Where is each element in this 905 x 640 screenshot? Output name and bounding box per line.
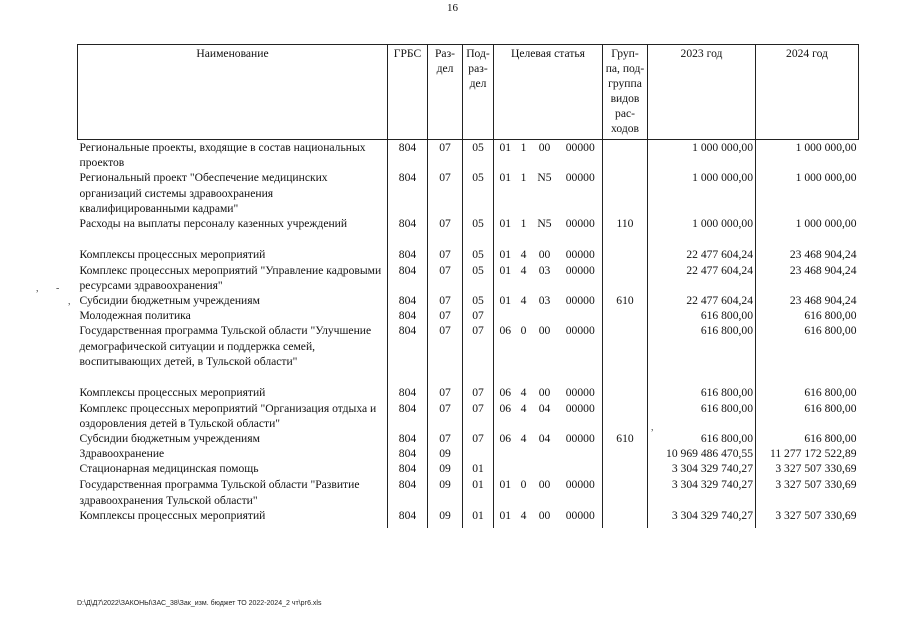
cell-podrazdel: 07 <box>463 385 494 400</box>
cell-target-event: 03 <box>538 263 551 277</box>
table-row <box>78 308 859 323</box>
cell-podrazdel: 07 <box>463 401 494 431</box>
cell-amount-2023: 10 969 486 470,55 <box>648 446 756 461</box>
cell-amount-2023: 1 000 000,00 <box>648 216 756 247</box>
cell-target-program <box>494 446 517 461</box>
cell-target-direction: 00000 <box>565 263 595 277</box>
cell-amount-2024: 616 800,00 <box>756 385 859 400</box>
cell-amount-2023: 616 800,00 <box>648 323 756 385</box>
cell-target-event <box>531 308 559 323</box>
cell-razdel: 09 <box>428 508 463 527</box>
cell-target-direction: 00000 <box>565 294 595 308</box>
cell-amount-2023: 616 800,00 <box>648 308 756 323</box>
cell-target-event: 00 <box>538 141 551 154</box>
cell-grbs: 804 <box>388 508 428 527</box>
cell-amount-2024: 3 327 507 330,69 <box>756 508 859 527</box>
cell-name: Комплексы процессных мероприятий <box>79 248 266 262</box>
cell-name: Молодежная политика <box>79 309 191 323</box>
cell-amount-2024: 1 000 000,00 <box>756 170 859 216</box>
cell-podrazdel <box>463 446 494 461</box>
cell-grbs: 804 <box>388 446 428 461</box>
cell-target-type: 4 <box>520 294 527 308</box>
cell-target-program: 06 <box>494 323 517 385</box>
cell-expense-group <box>603 140 648 171</box>
cell-razdel: 07 <box>428 216 463 247</box>
cell-grbs: 804 <box>388 477 428 508</box>
cell-target-type: 4 <box>520 386 527 400</box>
cell-target-direction: 00000 <box>565 509 595 523</box>
header-year-2024: 2024 год <box>756 45 859 140</box>
cell-podrazdel: 07 <box>463 308 494 323</box>
cell-target-event <box>531 461 559 477</box>
header-grbs: ГРБС <box>388 45 428 140</box>
cell-target-direction: 00000 <box>565 324 595 338</box>
cell-expense-group <box>603 401 648 431</box>
cell-target-direction: 00000 <box>565 478 595 492</box>
cell-amount-2024: 3 327 507 330,69 <box>756 477 859 508</box>
table-row <box>78 323 859 385</box>
budget-table <box>77 44 859 528</box>
table-row <box>78 140 859 171</box>
table-row <box>78 477 859 508</box>
cell-amount-2024: 23 468 904,24 <box>756 247 859 262</box>
cell-amount-2024: 3 327 507 330,69 <box>756 461 859 477</box>
cell-target-program: 06 <box>494 401 517 431</box>
cell-target-event <box>531 446 559 461</box>
cell-grbs: 804 <box>388 323 428 385</box>
cell-target-direction: 00000 <box>565 432 595 446</box>
cell-amount-2024: 616 800,00 <box>756 308 859 323</box>
cell-podrazdel: 05 <box>463 216 494 247</box>
cell-amount-2024: 616 800,00 <box>756 431 859 446</box>
cell-expense-group <box>603 477 648 508</box>
cell-name: Расходы на выплаты персоналу казенных учреждений <box>79 217 348 231</box>
cell-target-type <box>517 446 531 461</box>
scan-mark: - <box>56 283 60 294</box>
cell-target-type: 1 <box>520 217 527 231</box>
cell-podrazdel: 07 <box>463 323 494 385</box>
cell-razdel: 07 <box>428 401 463 431</box>
cell-name: Субсидии бюджетным учреждениям <box>79 294 260 308</box>
cell-target-event: 00 <box>538 324 551 338</box>
table-row <box>78 263 859 293</box>
cell-target-program <box>494 308 517 323</box>
cell-target-type: 1 <box>520 141 527 154</box>
cell-amount-2023: 3 304 329 740,27 <box>648 461 756 477</box>
cell-target-type: 0 <box>520 324 527 338</box>
cell-grbs: 804 <box>388 247 428 262</box>
table-row <box>78 431 859 446</box>
cell-expense-group: 110 <box>603 216 648 247</box>
table-row <box>78 446 859 461</box>
cell-target-type: 4 <box>520 509 527 523</box>
cell-grbs: 804 <box>388 293 428 308</box>
cell-expense-group <box>603 308 648 323</box>
cell-expense-group <box>603 323 648 385</box>
cell-target-direction: 00000 <box>565 141 595 154</box>
cell-razdel: 07 <box>428 431 463 446</box>
cell-target-type <box>517 461 531 477</box>
cell-razdel: 07 <box>428 323 463 385</box>
cell-target-event: 00 <box>538 478 551 492</box>
cell-razdel: 07 <box>428 385 463 400</box>
cell-razdel: 09 <box>428 461 463 477</box>
cell-target-program: 01 <box>494 247 517 262</box>
cell-amount-2023: 3 304 329 740,27 <box>648 477 756 508</box>
header-podrazdel: Под- раз- дел <box>463 45 494 140</box>
cell-amount-2024: 616 800,00 <box>756 323 859 385</box>
cell-podrazdel: 01 <box>463 508 494 527</box>
cell-target-program: 01 <box>494 140 517 171</box>
cell-razdel: 07 <box>428 247 463 262</box>
table-row <box>78 247 859 262</box>
cell-expense-group <box>603 508 648 527</box>
cell-target-type: 4 <box>520 401 527 415</box>
cell-grbs: 804 <box>388 170 428 216</box>
cell-expense-group <box>603 263 648 293</box>
cell-name: Комплексы процессных мероприятий <box>79 509 266 523</box>
cell-expense-group <box>603 461 648 477</box>
cell-grbs: 804 <box>388 401 428 431</box>
cell-amount-2024: 1 000 000,00 <box>756 140 859 171</box>
cell-razdel: 07 <box>428 308 463 323</box>
cell-expense-group <box>603 247 648 262</box>
cell-target-direction <box>559 308 603 323</box>
cell-amount-2023: 22 477 604,24 <box>648 247 756 262</box>
cell-target-event: 04 <box>538 401 551 415</box>
cell-amount-2023: 616 800,00 <box>648 385 756 400</box>
cell-expense-group <box>603 170 648 216</box>
cell-target-type <box>517 308 531 323</box>
cell-target-direction: 00000 <box>565 248 595 262</box>
cell-name: Комплекс процессных мероприятий "Управление кадровыми ресурсами здравоохранения" <box>79 263 382 292</box>
cell-podrazdel: 07 <box>463 431 494 446</box>
cell-expense-group: 610 <box>603 431 648 446</box>
cell-expense-group <box>603 385 648 400</box>
cell-target-program: 01 <box>494 170 517 216</box>
cell-razdel: 07 <box>428 140 463 171</box>
table-row <box>78 508 859 527</box>
cell-target-type: 0 <box>520 478 527 492</box>
table-row <box>78 293 859 308</box>
cell-target-program: 01 <box>494 477 517 508</box>
cell-target-direction: 00000 <box>565 401 595 415</box>
cell-podrazdel: 05 <box>463 263 494 293</box>
cell-name: Субсидии бюджетным учреждениям <box>79 432 260 446</box>
cell-name: Комплекс процессных мероприятий "Организация отдыха и оздоровления детей в Тульской области" <box>79 401 377 430</box>
cell-expense-group: 610 <box>603 293 648 308</box>
scan-mark: , <box>651 422 654 433</box>
cell-target-type: 1 <box>520 171 527 185</box>
cell-grbs: 804 <box>388 263 428 293</box>
cell-target-program: 06 <box>494 431 517 446</box>
cell-target-event: 00 <box>538 248 551 262</box>
cell-razdel: 07 <box>428 263 463 293</box>
cell-target-event: N5 <box>537 171 552 185</box>
cell-name: Государственная программа Тульской области "Улучшение демографической ситуации и поддержка семей, воспитывающих детей, в Тульской области" <box>79 324 372 368</box>
cell-grbs: 804 <box>388 216 428 247</box>
cell-grbs: 804 <box>388 461 428 477</box>
cell-target-direction <box>559 446 603 461</box>
cell-target-direction: 00000 <box>565 171 595 185</box>
cell-amount-2023: 1 000 000,00 <box>648 170 756 216</box>
cell-target-event: N5 <box>537 217 552 231</box>
cell-target-type: 4 <box>520 263 527 277</box>
cell-target-program: 01 <box>494 293 517 308</box>
cell-name: Здравоохранение <box>79 447 165 461</box>
cell-target-program: 06 <box>494 385 517 400</box>
cell-amount-2023: 616 800,00 <box>648 401 756 431</box>
table-header <box>78 45 859 140</box>
header-razdel: Раз- дел <box>428 45 463 140</box>
cell-name: Комплексы процессных мероприятий <box>79 386 266 400</box>
cell-podrazdel: 05 <box>463 247 494 262</box>
cell-target-direction <box>559 461 603 477</box>
header-target-article: Целевая статья <box>494 45 603 140</box>
cell-podrazdel: 05 <box>463 170 494 216</box>
cell-target-event: 04 <box>538 432 551 446</box>
cell-razdel: 09 <box>428 446 463 461</box>
cell-podrazdel: 01 <box>463 477 494 508</box>
cell-podrazdel: 05 <box>463 140 494 171</box>
cell-name: Государственная программа Тульской области "Развитие здравоохранения Тульской области" <box>79 478 360 507</box>
cell-target-program: 01 <box>494 508 517 527</box>
cell-amount-2024: 23 468 904,24 <box>756 293 859 308</box>
scan-mark: , <box>36 283 39 294</box>
cell-expense-group <box>603 446 648 461</box>
cell-amount-2023: 3 304 329 740,27 <box>648 508 756 527</box>
cell-amount-2023: 22 477 604,24 <box>648 293 756 308</box>
cell-amount-2023: 616 800,00 <box>648 431 756 446</box>
cell-amount-2023: 22 477 604,24 <box>648 263 756 293</box>
cell-razdel: 07 <box>428 293 463 308</box>
table-row <box>78 461 859 477</box>
header-year-2023: 2023 год <box>648 45 756 140</box>
scan-mark: , <box>68 296 71 307</box>
cell-grbs: 804 <box>388 308 428 323</box>
header-name: Наименование <box>78 45 388 140</box>
cell-target-event: 00 <box>538 386 551 400</box>
cell-amount-2023: 1 000 000,00 <box>648 140 756 171</box>
cell-name: Стационарная медицинская помощь <box>79 462 259 476</box>
cell-target-direction: 00000 <box>565 217 595 231</box>
cell-razdel: 07 <box>428 170 463 216</box>
cell-target-program: 01 <box>494 263 517 293</box>
cell-amount-2024: 23 468 904,24 <box>756 263 859 293</box>
file-path-footer: D:\Д\Д7\2022\ЗАКОНЫ\ЗАС_38\Зак_изм. бюджет ТО 2022-2024_2 чт\рг6.xls <box>77 600 322 607</box>
cell-target-direction: 00000 <box>565 386 595 400</box>
cell-grbs: 804 <box>388 385 428 400</box>
page-number: 16 <box>447 2 458 14</box>
cell-name: Региональные проекты, входящие в состав национальных проектов <box>79 141 366 170</box>
cell-target-type: 4 <box>520 432 527 446</box>
cell-amount-2024: 11 277 172 522,89 <box>756 446 859 461</box>
table-row <box>78 170 859 216</box>
table-row <box>78 385 859 400</box>
cell-podrazdel: 01 <box>463 461 494 477</box>
cell-target-type: 4 <box>520 248 527 262</box>
table-row <box>78 216 859 247</box>
table-body <box>78 140 859 528</box>
header-expense-group: Груп- па, под- группа видов рас- ходов <box>603 45 648 140</box>
cell-podrazdel: 05 <box>463 293 494 308</box>
cell-amount-2024: 616 800,00 <box>756 401 859 431</box>
cell-grbs: 804 <box>388 431 428 446</box>
table-row <box>78 401 859 431</box>
cell-grbs: 804 <box>388 140 428 171</box>
cell-target-program: 01 <box>494 216 517 247</box>
cell-target-event: 03 <box>538 294 551 308</box>
cell-target-program <box>494 461 517 477</box>
cell-razdel: 09 <box>428 477 463 508</box>
cell-amount-2024: 1 000 000,00 <box>756 216 859 247</box>
cell-target-event: 00 <box>538 509 551 523</box>
cell-name: Региональный проект "Обеспечение медицинских организаций системы здравоохранения квалифицированными кадрами" <box>79 171 328 215</box>
